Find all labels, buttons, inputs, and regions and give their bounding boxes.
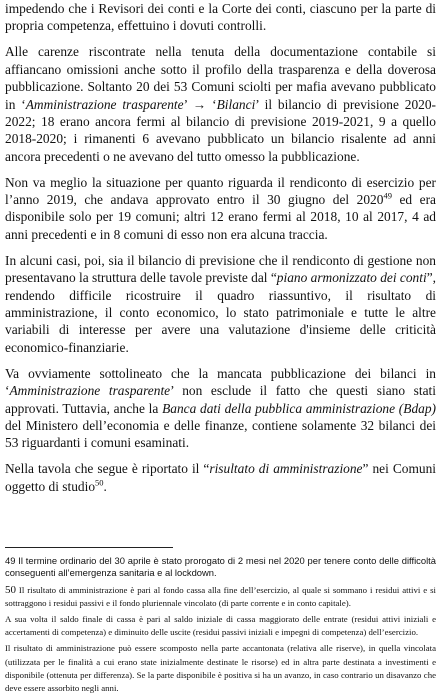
italic-amministrazione-trasparente: Amministrazione trasparente	[9, 383, 171, 399]
body-text	[5, 0, 436, 495]
paragraph-tavola	[5, 460, 436, 495]
text-run: ”, rendendo difficile ricostruire il quadro riassuntivo, il risultato di amministrazione, il conto economico, lo stato patrimoniale e tutte le altre variabili di interesse per avere una valutazione d'insieme delle criticità economico-finanziarie.	[5, 270, 436, 355]
paragraph-text: impedendo che i Revisori dei conti e la Corte dei conti, ciascuno per la parte di propria competenza, effettuino i dovuti controlli.	[5, 1, 436, 34]
text-run: Alle carenze riscontrate nella tenuta della documentazione contabile si affiancano omissioni anche sotto il profilo della trasparenza e della doverosa pubblicazione. Soltanto 20 dei 53 Comuni sciolti per mafia avevano pubblicato in ‘	[5, 44, 436, 112]
paragraph-continued	[5, 0, 436, 35]
footnote-number: 50	[5, 583, 16, 596]
text-run: Va ovviamente sottolineato che la mancata pubblicazione dei bilanci in ‘	[5, 365, 436, 399]
text-run: In alcuni casi, poi, sia il bilancio di previsione che il rendiconto di gestione non presentavano la struttura delle tavole previste dal “	[5, 252, 436, 286]
footnote-text: Il risultato di amministrazione è pari al fondo cassa alla fine dell’esercizio, al quale si sommano i residui attivi e si sottraggono i residui passivi e il fondo pluriennale vincolato (di parte corrente e in conto capitale).	[5, 584, 436, 608]
footnote-ref-49[interactable]: 49	[383, 190, 392, 201]
italic-risultato-amministrazione: risultato di amministrazione	[209, 461, 363, 477]
paragraph-rendiconto	[5, 174, 436, 244]
text-run: ed era disponibile solo per 19 comuni; altri 12 erano fermi al 2018, 10 al 2017, 4 ad anni precedenti e in 8 comuni di esso non era alcuna traccia.	[5, 192, 436, 242]
text-run: ’ il bilancio di previsione 2020-2022; 18 erano ancora fermi al bilancio di previsione 2019-2021, 9 a quello 2018-2020; i rimanenti 6 avevano pubblicato un bilancio risalente ad anni ancora precedenti o ne avevano del tutto omesso la pubblicazione.	[5, 96, 437, 164]
text-run: Non va meglio la situazione per quanto riguarda il rendiconto di esercizio per l’anno 2019, che andava approvato entro il 30 giugno del 2020	[5, 174, 436, 208]
text-run: ’ → ‘	[183, 96, 217, 112]
footnote-number: 49	[5, 555, 16, 567]
italic-piano-armonizzato: piano armonizzato dei conti	[276, 270, 427, 286]
text-run: ” nei Comuni oggetto di studio	[5, 461, 436, 494]
footnote-ref-50[interactable]: 50	[95, 477, 104, 488]
text-run: Nella tavola che segue è riportato il “	[5, 461, 210, 477]
text-run: del Ministero dell’economia e delle finanze, contiene solamente 32 bilanci dei 53 riguardanti i comuni esaminati.	[5, 417, 436, 451]
footnote-50-continued: A sua volta il saldo finale di cassa è pari al saldo iniziale di cassa maggiorato delle entrate (residui attivi iniziali e accertamenti di competenza) e diminuito delle uscite (residui passivi iniziali e impegni di competenza) dell’esercizio.	[5, 614, 436, 638]
text-run: .	[103, 478, 107, 494]
footnote-49	[5, 555, 436, 580]
footnote-50-continued: Il risultato di amministrazione può essere scomposto nella parte accantonata (relativa alle riserve), in quella vincolata (utilizzata per le finalità a cui erano state inizialmente destinate le risorse) ed in altra parte destinata a investimenti e disponibile (ottenuta per differenza). Se la parte disponibile è positiva si ha un avanzo, in caso contrario un disavanzo che deve essere assorbito negli anni.	[5, 643, 436, 694]
footnote-text: Il termine ordinario del 30 aprile è stato prorogato di 2 mesi nel 2020 per tenere conto delle difficoltà conseguenti all’emergenza sanitaria e al lockdown.	[5, 555, 436, 579]
footnote-separator	[5, 547, 173, 548]
paragraph-mancata-pubblicazione	[5, 365, 436, 452]
italic-amministrazione-trasparente: Amministrazione trasparente	[25, 96, 184, 112]
italic-bdap: Banca dati della pubblica amministrazione (Bdap)	[162, 400, 436, 416]
text-run: ’ non esclude il fatto che questi siano stati approvati. Tuttavia, anche la	[5, 383, 436, 416]
paragraph-struttura-tavole	[5, 252, 436, 356]
paragraph-transparency	[5, 43, 436, 165]
footnote-50	[5, 584, 436, 610]
italic-bilanci: Bilanci	[216, 96, 256, 112]
